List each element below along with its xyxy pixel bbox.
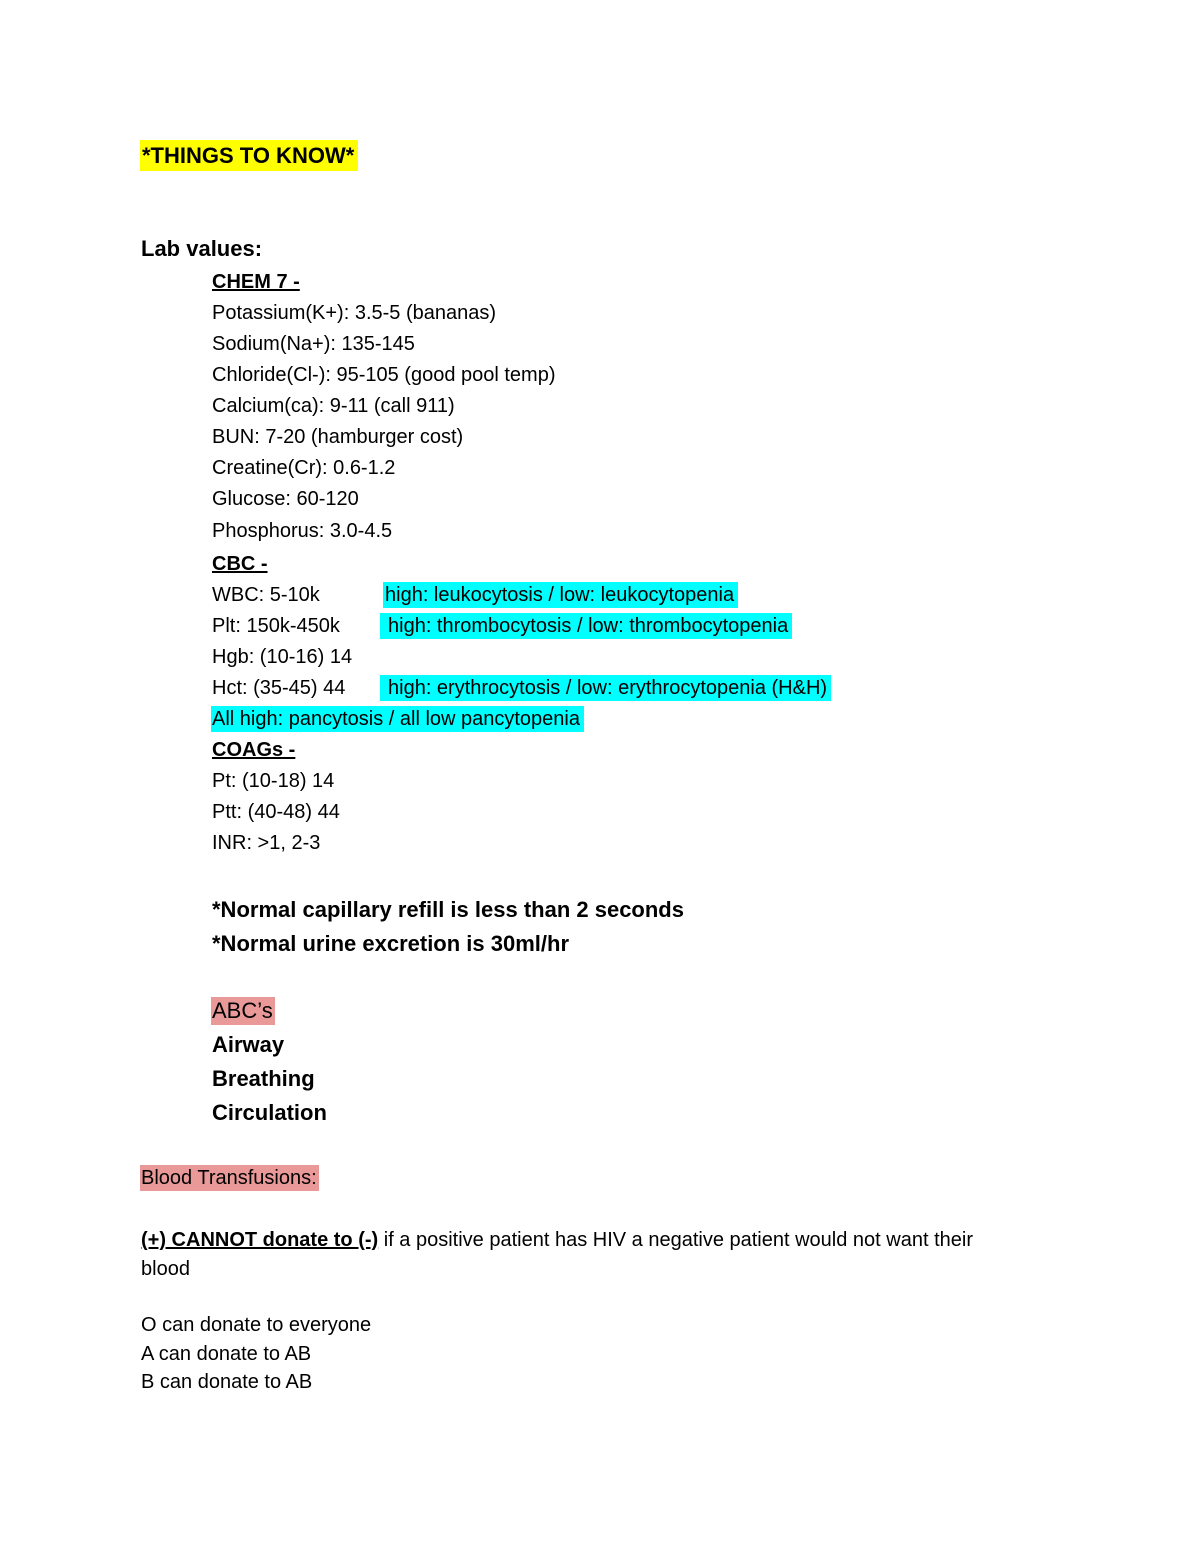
cbc-wbc-label: WBC: 5-10k <box>212 584 320 606</box>
chem7-heading: CHEM 7 - <box>212 271 300 293</box>
cbc-plt-label: Plt: 150k-450k <box>212 615 340 637</box>
abcs-item: Airway <box>212 1032 285 1057</box>
chem7-item: Creatine(Cr): 0.6-1.2 <box>212 457 396 479</box>
chem7-item: Phosphorus: 3.0-4.5 <box>212 520 393 542</box>
lab-values-heading: Lab values: <box>141 236 263 261</box>
cbc-wbc-note: high: leukocytosis / low: leukocytopenia <box>383 582 738 608</box>
coags-item: Pt: (10-18) 14 <box>212 770 335 792</box>
cbc-plt-note: high: thrombocytosis / low: thrombocytopenia <box>380 613 792 639</box>
chem7-item: Chloride(Cl-): 95-105 (good pool temp) <box>212 364 556 386</box>
blood-rule-text: if a positive patient has HIV a negative patient would not want their <box>378 1229 973 1251</box>
abcs-item: Circulation <box>212 1100 327 1125</box>
blood-donor-item: B can donate to AB <box>141 1371 313 1393</box>
page-title: *THINGS TO KNOW* <box>140 140 358 171</box>
normal-note: *Normal urine excretion is 30ml/hr <box>212 931 570 956</box>
title-line <box>140 145 358 167</box>
blood-rule-bold: (+) CANNOT donate to (-) <box>141 1229 379 1251</box>
cbc-all-note: All high: pancytosis / all low pancytopenia <box>211 706 584 732</box>
coags-item: Ptt: (40-48) 44 <box>212 801 340 823</box>
abcs-heading: ABC’s <box>212 998 273 1023</box>
chem7-item: Potassium(K+): 3.5-5 (bananas) <box>212 302 497 324</box>
coags-heading: COAGs - <box>212 739 296 761</box>
abcs-item: Breathing <box>212 1066 315 1091</box>
blood-donor-item: A can donate to AB <box>141 1343 312 1365</box>
normal-note: *Normal capillary refill is less than 2 seconds <box>212 897 684 922</box>
chem7-item: BUN: 7-20 (hamburger cost) <box>212 426 464 448</box>
blood-heading: Blood Transfusions: <box>141 1167 317 1189</box>
chem7-item: Sodium(Na+): 135-145 <box>212 333 415 355</box>
chem7-item: Glucose: 60-120 <box>212 488 359 510</box>
cbc-hct-note: high: erythrocytosis / low: erythrocytopenia (H&H) <box>380 675 831 701</box>
cbc-heading: CBC - <box>212 553 268 575</box>
blood-donor-item: O can donate to everyone <box>141 1314 372 1336</box>
blood-rule-line <box>141 1230 973 1250</box>
chem7-item: Calcium(ca): 9-11 (call 911) <box>212 395 455 417</box>
blood-rule-continuation: blood <box>141 1258 190 1280</box>
cbc-hgb-label: Hgb: (10-16) 14 <box>212 646 353 668</box>
coags-item: INR: >1, 2-3 <box>212 832 321 854</box>
cbc-hct-label: Hct: (35-45) 44 <box>212 677 346 699</box>
